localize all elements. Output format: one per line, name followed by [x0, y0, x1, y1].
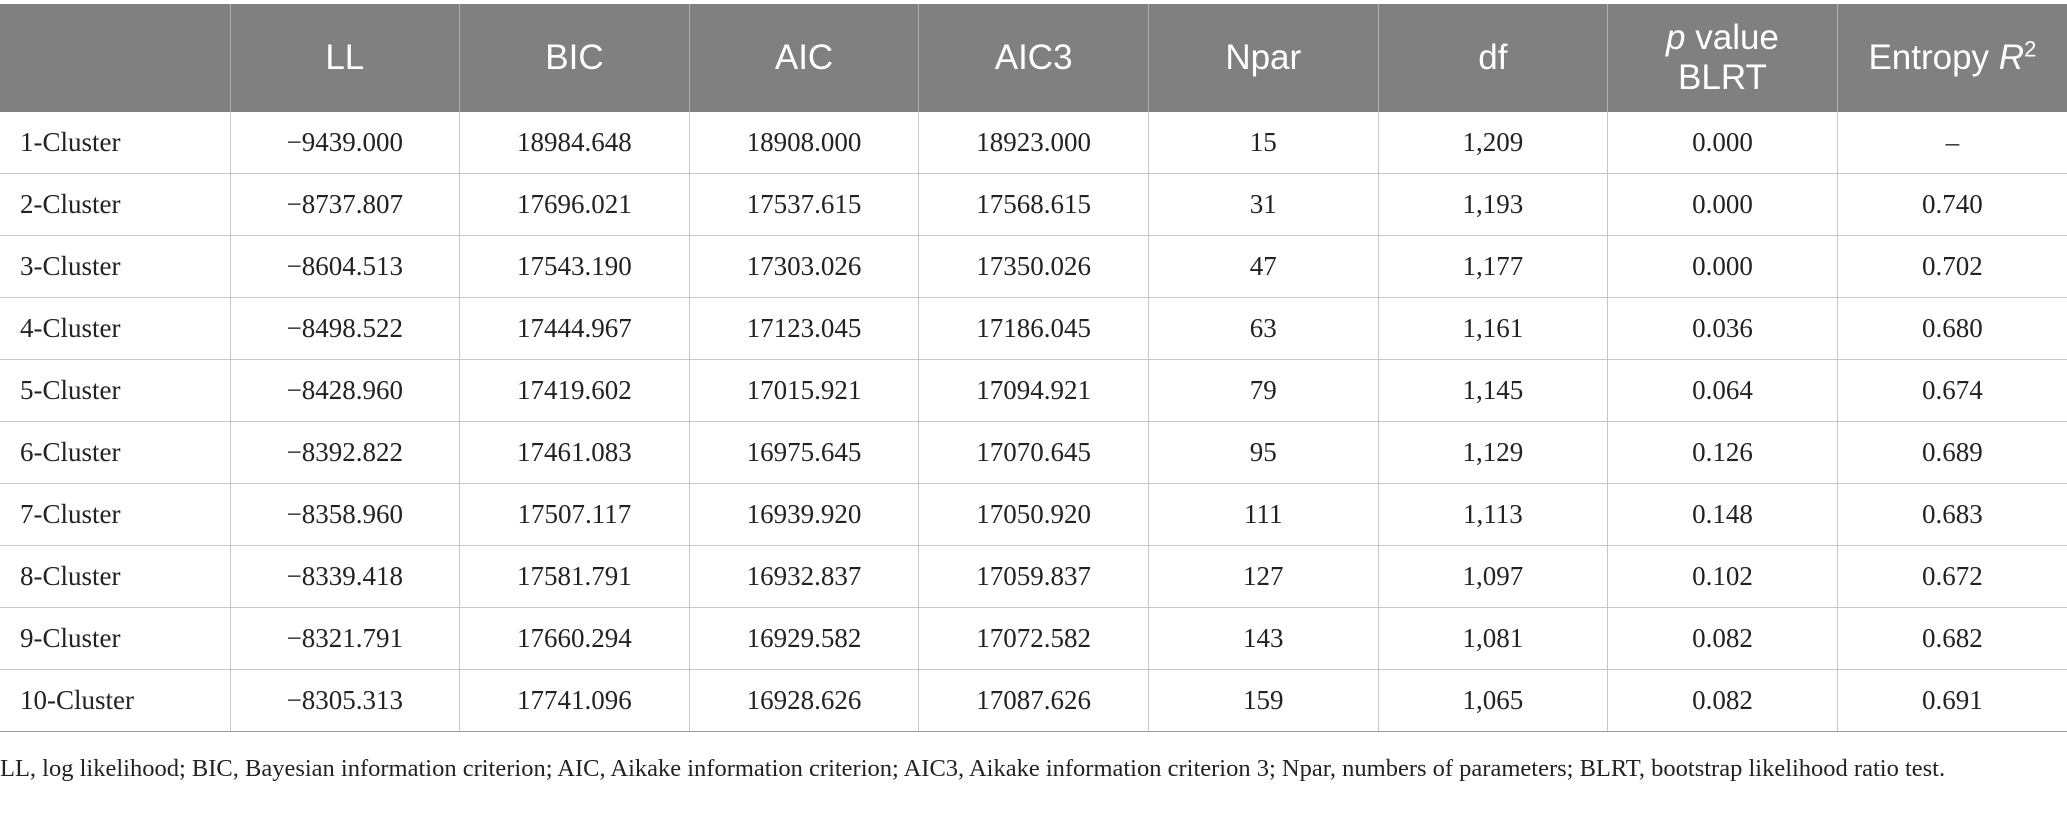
header-aic3: AIC3 [919, 4, 1149, 112]
cell-p-value-blrt: 0.064 [1608, 360, 1838, 422]
cell-df: 1,065 [1378, 670, 1608, 732]
cell-npar: 159 [1148, 670, 1378, 732]
header-p-italic: p [1666, 18, 1686, 57]
cell-aic3: 17087.626 [919, 670, 1149, 732]
cell-aic3: 17050.920 [919, 484, 1149, 546]
cell-entropy-r2: 0.689 [1837, 422, 2067, 484]
cell-npar: 47 [1148, 236, 1378, 298]
cell-aic: 16929.582 [689, 608, 919, 670]
cell-model: 8-Cluster [0, 546, 230, 608]
cell-ll: −8358.960 [230, 484, 460, 546]
header-aic: AIC [689, 4, 919, 112]
header-entropy-r: R [1998, 38, 2025, 77]
cell-npar: 79 [1148, 360, 1378, 422]
cell-p-value-blrt: 0.102 [1608, 546, 1838, 608]
header-df: df [1378, 4, 1608, 112]
cell-aic3: 17070.645 [919, 422, 1149, 484]
cell-ll: −8737.807 [230, 174, 460, 236]
cell-ll: −8321.791 [230, 608, 460, 670]
cell-model: 3-Cluster [0, 236, 230, 298]
cell-entropy-r2: 0.683 [1837, 484, 2067, 546]
header-bic: BIC [460, 4, 690, 112]
cell-npar: 15 [1148, 112, 1378, 174]
cell-aic: 17303.026 [689, 236, 919, 298]
cell-bic: 17660.294 [460, 608, 690, 670]
cell-aic3: 18923.000 [919, 112, 1149, 174]
cell-entropy-r2: 0.672 [1837, 546, 2067, 608]
cell-model: 9-Cluster [0, 608, 230, 670]
cell-npar: 127 [1148, 546, 1378, 608]
cell-model: 10-Cluster [0, 670, 230, 732]
cell-aic: 16928.626 [689, 670, 919, 732]
cell-aic3: 17072.582 [919, 608, 1149, 670]
cell-npar: 111 [1148, 484, 1378, 546]
cell-p-value-blrt: 0.126 [1608, 422, 1838, 484]
cell-p-value-blrt: 0.082 [1608, 670, 1838, 732]
cell-ll: −9439.000 [230, 112, 460, 174]
cell-entropy-r2: 0.682 [1837, 608, 2067, 670]
cell-model: 5-Cluster [0, 360, 230, 422]
cell-df: 1,161 [1378, 298, 1608, 360]
cell-aic: 17015.921 [689, 360, 919, 422]
table-row [0, 360, 2067, 422]
header-p-rest: value BLRT [1678, 18, 1779, 97]
cell-aic3: 17186.045 [919, 298, 1149, 360]
cell-df: 1,097 [1378, 546, 1608, 608]
cell-aic: 16939.920 [689, 484, 919, 546]
model-fit-table [0, 4, 2067, 732]
cell-p-value-blrt: 0.000 [1608, 236, 1838, 298]
cell-p-value-blrt: 0.082 [1608, 608, 1838, 670]
cell-model: 7-Cluster [0, 484, 230, 546]
cell-npar: 143 [1148, 608, 1378, 670]
cell-bic: 17461.083 [460, 422, 690, 484]
cell-model: 1-Cluster [0, 112, 230, 174]
header-npar: Npar [1148, 4, 1378, 112]
table-row [0, 112, 2067, 174]
cell-entropy-r2: 0.680 [1837, 298, 2067, 360]
cell-df: 1,113 [1378, 484, 1608, 546]
cell-bic: 17696.021 [460, 174, 690, 236]
header-p-value-blrt [1608, 4, 1838, 112]
cell-df: 1,209 [1378, 112, 1608, 174]
cell-ll: −8339.418 [230, 546, 460, 608]
table-row [0, 546, 2067, 608]
cell-bic: 17507.117 [460, 484, 690, 546]
cell-model: 2-Cluster [0, 174, 230, 236]
cell-aic3: 17568.615 [919, 174, 1149, 236]
table-row [0, 236, 2067, 298]
cell-npar: 95 [1148, 422, 1378, 484]
cell-p-value-blrt: 0.148 [1608, 484, 1838, 546]
cell-model: 4-Cluster [0, 298, 230, 360]
table-body [0, 112, 2067, 732]
cell-aic3: 17094.921 [919, 360, 1149, 422]
header-ll: LL [230, 4, 460, 112]
cell-ll: −8305.313 [230, 670, 460, 732]
cell-ll: −8428.960 [230, 360, 460, 422]
table-row [0, 422, 2067, 484]
cell-npar: 63 [1148, 298, 1378, 360]
cell-entropy-r2: 0.691 [1837, 670, 2067, 732]
cell-df: 1,193 [1378, 174, 1608, 236]
table-footnote: LL, log likelihood; BIC, Bayesian information criterion; AIC, Aikake information criterion; AIC3, Aikake information criterion 3; Npar, numbers of parameters; BLRT, bootstrap likelihood ratio test. [0, 755, 1946, 782]
cell-df: 1,145 [1378, 360, 1608, 422]
cell-ll: −8498.522 [230, 298, 460, 360]
header-entropy-label: Entropy [1868, 38, 1999, 77]
cell-bic: 17741.096 [460, 670, 690, 732]
cell-entropy-r2: – [1837, 112, 2067, 174]
cell-model: 6-Cluster [0, 422, 230, 484]
cell-bic: 17444.967 [460, 298, 690, 360]
cell-bic: 17581.791 [460, 546, 690, 608]
table-row [0, 608, 2067, 670]
cell-bic: 18984.648 [460, 112, 690, 174]
table-header [0, 4, 2067, 112]
cell-bic: 17419.602 [460, 360, 690, 422]
table-row [0, 484, 2067, 546]
header-entropy-sup: 2 [2024, 36, 2037, 62]
cell-p-value-blrt: 0.000 [1608, 112, 1838, 174]
table-row [0, 174, 2067, 236]
cell-aic: 18908.000 [689, 112, 919, 174]
cell-aic: 16932.837 [689, 546, 919, 608]
cell-aic3: 17059.837 [919, 546, 1149, 608]
cell-df: 1,081 [1378, 608, 1608, 670]
header-entropy-r2 [1837, 4, 2067, 112]
cell-entropy-r2: 0.674 [1837, 360, 2067, 422]
cell-bic: 17543.190 [460, 236, 690, 298]
table-row [0, 298, 2067, 360]
cell-entropy-r2: 0.740 [1837, 174, 2067, 236]
cell-npar: 31 [1148, 174, 1378, 236]
cell-aic: 17537.615 [689, 174, 919, 236]
cell-ll: −8392.822 [230, 422, 460, 484]
cell-aic: 17123.045 [689, 298, 919, 360]
cell-df: 1,177 [1378, 236, 1608, 298]
cell-entropy-r2: 0.702 [1837, 236, 2067, 298]
cell-ll: −8604.513 [230, 236, 460, 298]
header-blank [0, 4, 230, 112]
header-row [0, 4, 2067, 112]
results-table-container [0, 4, 2067, 732]
cell-df: 1,129 [1378, 422, 1608, 484]
cell-aic3: 17350.026 [919, 236, 1149, 298]
table-row [0, 670, 2067, 732]
cell-p-value-blrt: 0.000 [1608, 174, 1838, 236]
cell-p-value-blrt: 0.036 [1608, 298, 1838, 360]
cell-aic: 16975.645 [689, 422, 919, 484]
